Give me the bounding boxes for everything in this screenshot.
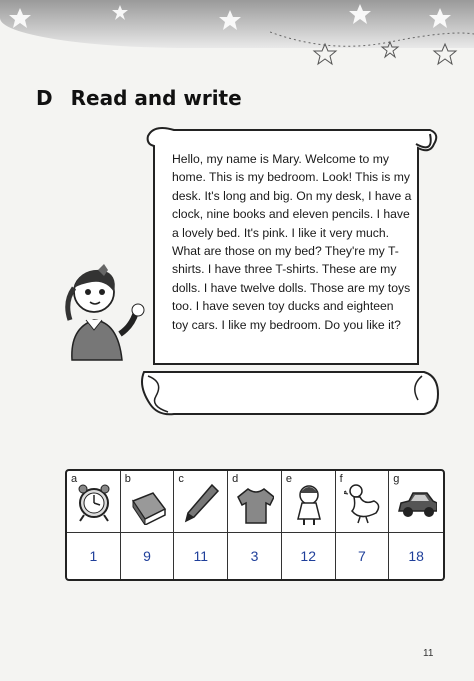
item-label: d bbox=[232, 473, 239, 485]
item-label: a bbox=[71, 473, 78, 485]
page-number: 11 bbox=[423, 648, 434, 659]
duck-icon bbox=[344, 481, 382, 525]
doll-icon bbox=[290, 481, 328, 525]
answer-table bbox=[65, 469, 445, 581]
girl-illustration bbox=[62, 262, 152, 362]
section-title bbox=[36, 86, 242, 110]
section-letter: D bbox=[36, 86, 53, 110]
item-label: b bbox=[124, 473, 131, 485]
dotted-stars-decoration bbox=[270, 24, 474, 74]
item-label: e bbox=[285, 473, 292, 485]
clock-icon bbox=[75, 481, 113, 525]
section-title-text: Read and write bbox=[70, 86, 242, 110]
answer-f: 7 bbox=[336, 533, 390, 579]
item-b bbox=[121, 471, 175, 533]
item-f bbox=[336, 471, 390, 533]
item-label: f bbox=[339, 473, 343, 485]
item-label: g bbox=[393, 473, 400, 485]
pencil-icon bbox=[182, 481, 220, 525]
answer-e: 12 bbox=[282, 533, 336, 579]
item-label: c bbox=[178, 473, 184, 485]
book-icon bbox=[129, 481, 167, 525]
tshirt-icon bbox=[236, 481, 274, 525]
item-d bbox=[228, 471, 282, 533]
answer-d: 3 bbox=[228, 533, 282, 579]
item-c bbox=[174, 471, 228, 533]
answer-c: 11 bbox=[174, 533, 228, 579]
item-e bbox=[282, 471, 336, 533]
item-g bbox=[389, 471, 443, 533]
answer-a: 1 bbox=[67, 533, 121, 579]
answer-b: 9 bbox=[121, 533, 175, 579]
answer-g: 18 bbox=[408, 548, 424, 564]
item-a bbox=[67, 471, 121, 533]
car-icon bbox=[397, 481, 437, 525]
story-text: Hello, my name is Mary. Welcome to my home. This is my bedroom. Look! This is my desk. It's long and big. On my desk, I have a clock, nine books and eleven pencils. I have a lovely bed. It's pink. I like it very much. What are those on my bed? They're my T-shirts. I have three T-shirts. These are my dolls. I have twelve dolls. Those are my toys too. I have seven toy ducks and eighteen toy cars. I like my bedroom. Do you like it? bbox=[172, 152, 412, 332]
